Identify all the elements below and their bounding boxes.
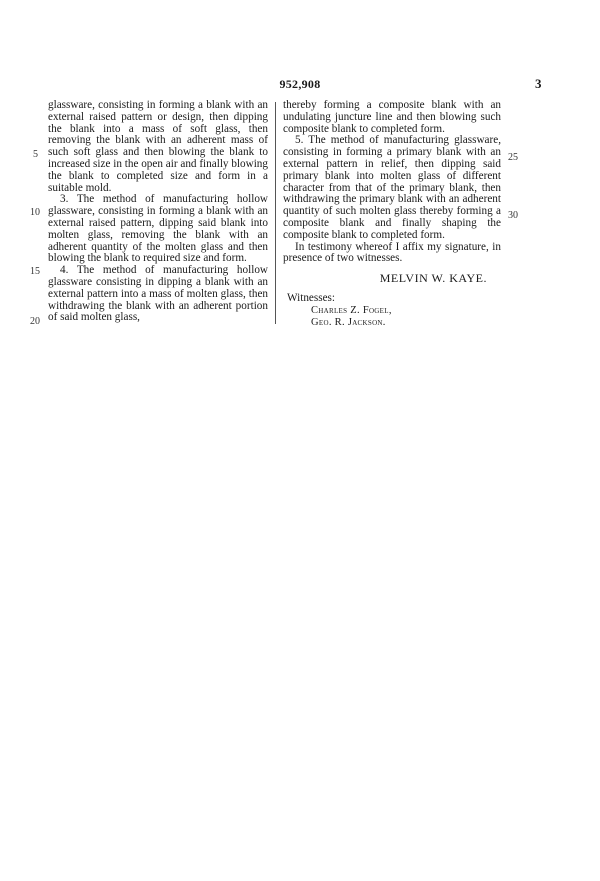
- claim-2-continuation: glassware, consisting in forming a blank with an external raised pattern or design, then dipping the blank into a mass of soft glass, then removing the blank with an adherent mass of such soft glass and then blowing the blank to increased size in the open air and finally blowing the blank to completed size and form in a suitable mold.: [48, 99, 268, 194]
- page-number: 952,908: [279, 77, 321, 91]
- claim-4-continuation: thereby forming a composite blank with an undulating juncture line and then blowing such composite blank to completed form.: [283, 99, 501, 135]
- line-number: 20: [30, 316, 40, 327]
- witness-name: Geo. R. Jackson.: [311, 316, 386, 328]
- witnesses-label: Witnesses:: [287, 291, 336, 304]
- sheet-number: 3: [535, 76, 542, 91]
- line-number: 30: [508, 210, 518, 221]
- inventor-signature: MELVIN W. KAYE.: [379, 271, 487, 286]
- testimony-statement: In testimony whereof I affix my signature, in presence of two witnesses.: [283, 240, 501, 265]
- column-divider: [275, 102, 276, 324]
- left-column: [48, 100, 268, 324]
- claim-3: 3. The method of manufacturing hollow glassware, consisting in forming a blank with an external raised pattern, dipping said blank into molten glass, removing the blank with an adherent quantity of the molten glass and then blowing the blank to required size and form.: [48, 193, 268, 265]
- line-number: 5: [33, 149, 38, 160]
- witness-name: Charles Z. Fogel,: [311, 304, 392, 316]
- right-column: [283, 100, 501, 328]
- line-number: 15: [30, 266, 40, 277]
- line-number: 10: [30, 207, 40, 218]
- claim-5: 5. The method of manufacturing glassware, consisting in forming a primary blank with an external pattern in relief, then dipping said primary blank into molten glass of different character from that of the primary blank, then withdrawing the primary blank with an adherent quantity of such molten glass thereby forming a composite blank and finally shaping the composite blank to completed form.: [283, 134, 501, 241]
- line-number: 25: [508, 152, 518, 163]
- claim-4: 4. The method of manufacturing hollow glassware consisting in dipping a blank with an external pattern into a mass of molten glass, then withdrawing the blank with an adherent portion of said molten glass,: [48, 264, 268, 324]
